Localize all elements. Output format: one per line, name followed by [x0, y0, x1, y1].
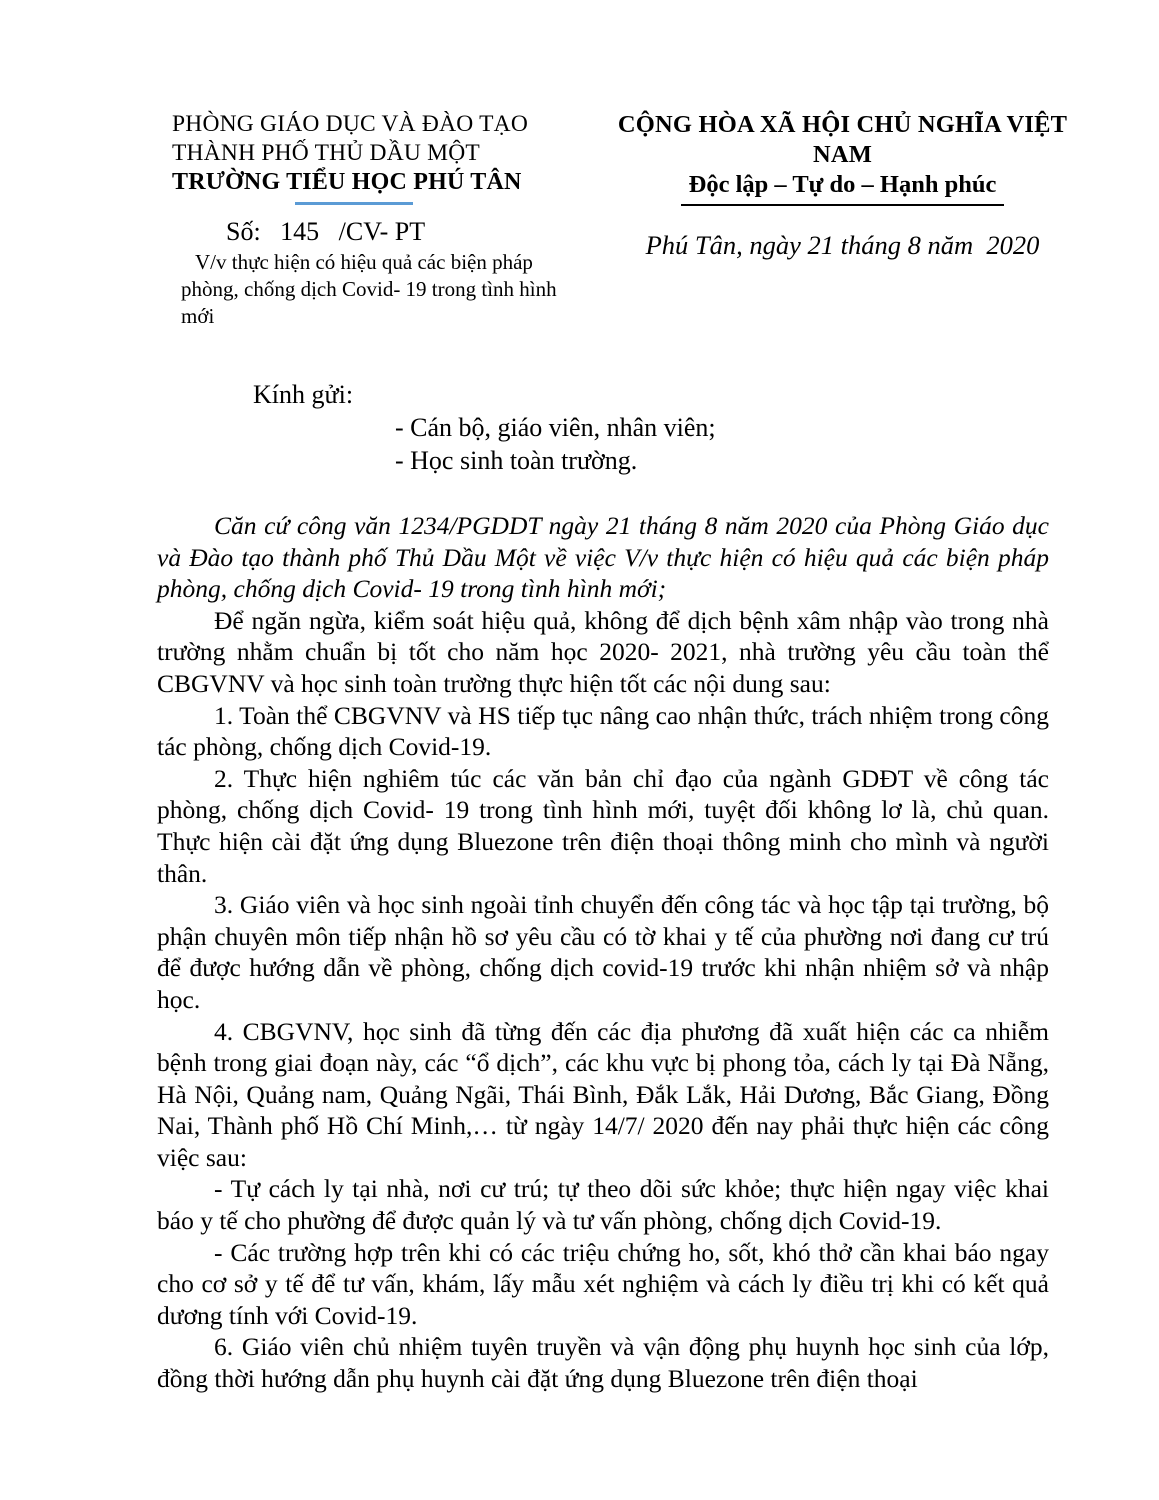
- salutation-label: Kính gửi:: [253, 380, 354, 409]
- document-header: [0, 0, 1159, 330]
- paragraph-item-2: 2. Thực hiện nghiêm túc các văn bản chỉ đạo của ngành GDĐT về công tác phòng, chống dịch Covid- 19 trong tình hình mới, tuyệt đối không lơ là, chủ quan. Thực hiện cài đặt ứng dụng Bluezone trên điện thoại thông minh cho mình và người thân.: [157, 763, 1049, 888]
- org-parent-line1: PHÒNG GIÁO DỤC VÀ ĐÀO TẠO: [172, 111, 528, 137]
- paragraph-dash-2: - Các trường hợp trên khi có các triệu chứng ho, sốt, khó thở cần khai báo ngay cho cơ sở y tế để tư vấn, khám, lấy mẫu xét nghiệm và cách ly điều trị khi có kết quả dương tính với Covid-19.: [157, 1237, 1049, 1330]
- document-body: [157, 510, 1049, 1395]
- paragraph-item-4: 4. CBGVNV, học sinh đã từng đến các địa phương đã xuất hiện các ca nhiễm bệnh trong giai đoạn này, các “ổ dịch”, các khu vực bị phong tỏa, cách ly tại Đà Nẵng, Hà Nội, Quảng nam, Quảng Ngãi, Thái Bình, Đắk Lắk, Hải Dương, Bắc Giang, Đồng Nai, Thành phố Hồ Chí Minh,… từ ngày 14/7/ 2020 đến nay phải thực hiện các công việc sau:: [157, 1016, 1049, 1172]
- recipient-line: - Cán bộ, giáo viên, nhân viên;: [395, 413, 716, 442]
- org-parent-line2: THÀNH PHỐ THỦ DẦU MỘT: [172, 140, 480, 166]
- paragraph-item-1: 1. Toàn thể CBGVNV và HS tiếp tục nâng cao nhận thức, trách nhiệm trong công tác phòng, chống dịch Covid-19.: [157, 700, 1049, 762]
- document-number: Số: 145 /CV- PT: [226, 217, 426, 246]
- school-name-underline: [295, 202, 413, 205]
- place-and-date: Phú Tân, ngày 21 tháng 8 năm 2020: [645, 230, 1040, 260]
- paragraph-dash-1: - Tự cách ly tại nhà, nơi cư trú; tự theo dõi sức khỏe; thực hiện ngay việc khai báo y tế cho phường để được quản lý và tư vấn phòng, chống dịch Covid-19.: [157, 1174, 1049, 1236]
- school-name: TRƯỜNG TIỂU HỌC PHÚ TÂN: [172, 169, 522, 195]
- document-subject: V/v thực hiện có hiệu quả các biện pháp phòng, chống dịch Covid- 19 trong tình hình mới: [181, 250, 557, 328]
- national-motto: Độc lập – Tự do – Hạnh phúc: [681, 170, 1005, 206]
- recipient-line: - Học sinh toàn trường.: [395, 446, 638, 475]
- national-motto-row: [588, 170, 1097, 206]
- paragraph-intro: Để ngăn ngừa, kiểm soát hiệu quả, không để dịch bệnh xâm nhập vào trong nhà trường nhằm chuẩn bị tốt cho năm học 2020- 2021, nhà trường yêu cầu toàn thể CBGVNV và học sinh toàn trường thực hiện tốt các nội dung sau:: [157, 605, 1049, 698]
- paragraph-item-3: 3. Giáo viên và học sinh ngoài tỉnh chuyển đến công tác và học tập tại trường, bộ phận chuyên môn tiếp nhận hồ sơ yêu cầu có tờ khai y tế của phường nơi đang cư trú để được hướng dẫn về phòng, chống dịch covid-19 trước khi nhận nhiệm sở và nhập học.: [157, 890, 1049, 1014]
- paragraph-item-6: 6. Giáo viên chủ nhiệm tuyên truyền và vận động phụ huynh học sinh của lớp, đồng thời hướng dẫn phụ huynh cài đặt ứng dụng Bluezone trên điện thoại: [157, 1332, 1049, 1394]
- national-title: CỘNG HÒA XÃ HỘI CHỦ NGHĨA VIỆT NAM: [617, 111, 1068, 168]
- issuing-org-block: [172, 110, 557, 330]
- salutation-block: [253, 378, 1159, 477]
- national-header-block: [536, 110, 1097, 330]
- paragraph-legal-basis: Căn cứ công văn 1234/PGDDT ngày 21 tháng 8 năm 2020 của Phòng Giáo dục và Đào tạo thành phố Thủ Dầu Một về việc V/v thực hiện có hiệu quả các biện pháp phòng, chống dịch Covid- 19 trong tình hình mới;: [157, 511, 1049, 604]
